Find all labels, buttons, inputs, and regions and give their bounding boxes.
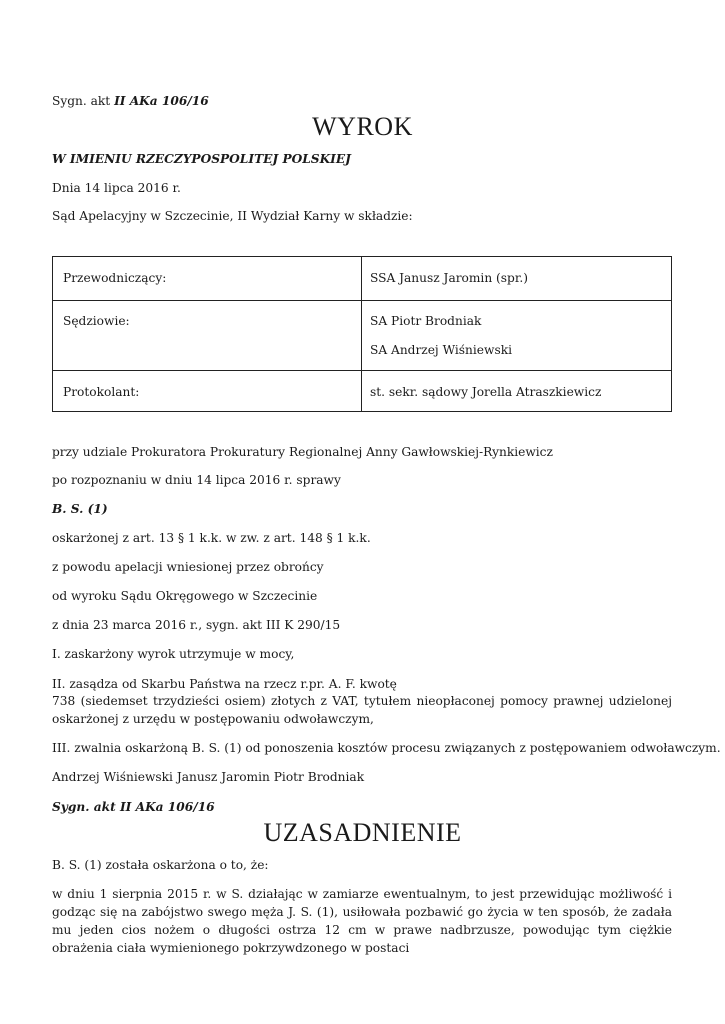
verdict-date: Dnia 14 lipca 2016 r. [52,181,181,195]
appeal-line: z powodu apelacji wniesionej przez obrońcy [52,560,324,574]
justification-intro: B. S. (1) została oskarżona o to, że: [52,858,269,872]
hearing-line: po rozpoznaniu w dniu 14 lipca 2016 r. sprawy [52,473,341,487]
ruling-point-1: I. zaskarżony wyrok utrzymuje w mocy, [52,647,295,661]
case-number [52,93,209,109]
role-clerk: Protokolant: [63,385,140,399]
justification-case-number: Sygn. akt II AKa 106/16 [52,800,215,814]
table-divider [53,370,671,371]
case-number-value: II AKa 106/16 [114,94,209,108]
verdict-title: WYROK [312,112,413,141]
role-judges: Sędziowie: [63,314,130,328]
ruling-point-2-body: 738 (siedemset trzydzieści osiem) złotych z VAT, tytułem nieopłaconej pomocy prawnej udzielonej oskarżonej z urzędu w postępowaniu odwoławczym, [52,694,672,726]
name-judge-1: SA Piotr Brodniak [370,314,482,328]
table-divider [361,257,362,411]
table-divider [53,300,671,301]
composition-table [52,256,672,412]
name-judge-2: SA Andrzej Wiśniewski [370,343,512,357]
from-judgment-line: od wyroku Sądu Okręgowego w Szczecinie [52,589,318,603]
judge-signatures: Andrzej Wiśniewski Janusz Jaromin Piotr Brodniak [52,770,365,784]
name-clerk: st. sekr. sądowy Jorella Atraszkiewicz [370,385,602,399]
prosecutor-line: przy udziale Prokuratora Prokuratury Regionalnej Anny Gawłowskiej-Rynkiewicz [52,445,553,459]
ruling-point-3: III. zwalnia oskarżoną B. S. (1) od ponoszenia kosztów procesu związanych z postępowaniem odwoławczym. [52,741,721,755]
court-composition-intro: Sąd Apelacyjny w Szczecinie, II Wydział Karny w składzie: [52,209,413,223]
case-number-prefix: Sygn. akt [52,94,115,108]
justification-title: UZASADNIENIE [263,818,462,847]
charge-line: oskarżonej z art. 13 § 1 k.k. w zw. z art. 148 § 1 k.k. [52,531,371,545]
name-presiding: SSA Janusz Jaromin (spr.) [370,271,528,285]
ruling-point-2-heading: II. zasądza od Skarbu Państwa na rzecz r.pr. A. F. kwotę [52,677,397,691]
role-presiding: Przewodniczący: [63,271,167,285]
judgment-date-line: z dnia 23 marca 2016 r., sygn. akt III K 290/15 [52,618,341,632]
justification-paragraph: w dniu 1 sierpnia 2015 r. w S. działając w zamiarze ewentualnym, to jest przewidując możliwość i godząc się na zabójstwo swego męża J. S. (1), usiłowała pozbawić go życia w ten sposób, że zadała mu jeden cios nożem o długości ostrza 12 cm w prawe nadbrzusze, powodując tym ciężkie obrażenia ciała wymienionego pokrzywdzonego w postaci [52,887,672,955]
verdict-subtitle: W IMIENIU RZECZYPOSPOLITEJ POLSKIEJ [52,152,351,166]
defendant-name: B. S. (1) [52,502,108,516]
